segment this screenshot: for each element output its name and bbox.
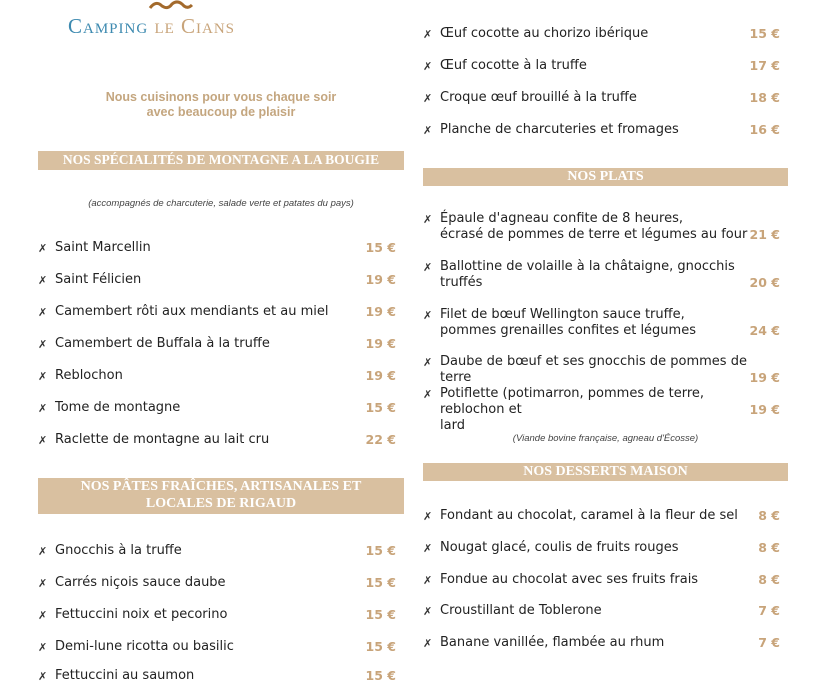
menu-item-price: 16 € — [749, 122, 780, 137]
menu-item-name: Banane vanillée, flambée au rhum — [440, 635, 665, 650]
menu-item-name: Nougat glacé, coulis de fruits rouges — [440, 540, 679, 555]
section-title-plats: NOS PLATS — [423, 168, 788, 186]
menu-item-price: 7 € — [758, 635, 780, 650]
menu-item-line1: Épaule d'agneau confite de 8 heures, — [440, 211, 684, 226]
cross-mark-icon: ✗ — [38, 641, 48, 654]
menu-item — [423, 354, 788, 388]
cross-mark-icon: ✗ — [423, 510, 433, 523]
menu-item-line2: écrasé de pommes de terre et légumes au four — [440, 227, 748, 242]
menu-item — [423, 211, 788, 245]
cross-mark-icon: ✗ — [423, 388, 433, 401]
cross-mark-icon: ✗ — [423, 574, 433, 587]
cross-mark-icon: ✗ — [423, 605, 433, 618]
menu-item-name: Fettuccini noix et pecorino — [55, 607, 228, 622]
menu-item-name — [440, 307, 758, 339]
menu-item-price: 8 € — [758, 540, 780, 555]
menu-item-name: Saint Marcellin — [55, 240, 151, 255]
tagline: Nous cuisinons pour vous chaque soir avec beaucoup de plaisir — [105, 90, 337, 119]
menu-item-name: Tome de montagne — [55, 400, 181, 415]
menu-item — [423, 259, 788, 293]
menu-item-price: 22 € — [365, 432, 396, 447]
menu-item-price: 17 € — [749, 58, 780, 73]
menu-item-price: 15 € — [365, 575, 396, 590]
menu-item-line1: Potiflette (potimarron, pommes de terre, reblochon et — [440, 386, 705, 417]
menu-item-price: 8 € — [758, 508, 780, 523]
menu-item-price: 15 € — [365, 240, 396, 255]
cross-mark-icon: ✗ — [38, 242, 48, 255]
menu-item-price: 15 € — [365, 639, 396, 654]
cross-mark-icon: ✗ — [38, 370, 48, 383]
menu-item-name: Fondant au chocolat, caramel à la fleur de sel — [440, 508, 738, 523]
cross-mark-icon: ✗ — [38, 577, 48, 590]
cross-mark-icon: ✗ — [38, 274, 48, 287]
cross-mark-icon: ✗ — [38, 402, 48, 415]
section-title-desserts: NOS DESSERTS MAISON — [423, 463, 788, 481]
right-column — [423, 0, 788, 675]
cross-mark-icon: ✗ — [38, 338, 48, 351]
cross-mark-icon: ✗ — [423, 542, 433, 555]
menu-item-price: 15 € — [749, 26, 780, 41]
left-column — [38, 0, 404, 683]
menu-item-price: 19 € — [749, 370, 780, 385]
menu-item-name: Camembert rôti aux mendiants et au miel — [55, 304, 329, 319]
cross-mark-icon: ✗ — [38, 545, 48, 558]
section-title-specialites: NOS SPÉCIALITÉS DE MONTAGNE A LA BOUGIE — [38, 151, 404, 170]
cross-mark-icon: ✗ — [423, 213, 433, 226]
cross-mark-icon: ✗ — [423, 309, 433, 322]
menu-item-price: 19 € — [365, 272, 396, 287]
menu-item-price: 19 € — [365, 336, 396, 351]
section-title-pates: NOS PÂTES FRAÎCHES, ARTISANALES ET LOCALES DE RIGAUD — [38, 478, 404, 514]
cross-mark-icon: ✗ — [423, 356, 433, 369]
menu-item-price: 7 € — [758, 603, 780, 618]
menu-item-name — [440, 211, 758, 243]
menu-item-price: 19 € — [749, 402, 780, 417]
cross-mark-icon: ✗ — [423, 60, 433, 73]
menu-item-name: Œuf cocotte à la truffe — [440, 58, 587, 73]
menu-item-price: 21 € — [749, 227, 780, 242]
menu-item-name: Camembert de Buffala à la truffe — [55, 336, 270, 351]
menu-item-line1: Daube de bœuf et ses gnocchis de pommes de terre — [440, 354, 747, 385]
cross-mark-icon: ✗ — [38, 670, 48, 683]
menu-item-price: 15 € — [365, 400, 396, 415]
menu-item-price: 15 € — [365, 543, 396, 558]
cross-mark-icon: ✗ — [38, 609, 48, 622]
menu-item-name: Saint Félicien — [55, 272, 142, 287]
menu-item-name: Reblochon — [55, 368, 123, 383]
menu-item-name: Croque œuf brouillé à la truffe — [440, 90, 637, 105]
menu-item-name: Carrés niçois sauce daube — [55, 575, 226, 590]
menu-item-name: Fettuccini au saumon — [55, 668, 195, 683]
logo-text-camping: Camping — [68, 14, 149, 38]
cross-mark-icon: ✗ — [38, 434, 48, 447]
menu-item-line1: Ballottine de volaille à la châtaigne, gnocchis truffés — [440, 259, 735, 290]
cross-mark-icon: ✗ — [38, 306, 48, 319]
menu-item-name — [440, 386, 758, 434]
menu-item — [423, 386, 788, 433]
menu-item-price: 15 € — [365, 668, 396, 683]
cross-mark-icon: ✗ — [423, 124, 433, 137]
menu-item-price: 24 € — [749, 323, 780, 338]
menu-item-name: Demi-lune ricotta ou basilic — [55, 639, 234, 654]
menu-item-line1: Filet de bœuf Wellington sauce truffe, — [440, 307, 685, 322]
section-note-specialites: (accompagnés de charcuterie, salade verte et patates du pays) — [88, 198, 354, 209]
section-note-plats: (Viande bovine française, agneau d'Écosse) — [512, 433, 699, 444]
menu-item-name — [440, 354, 758, 386]
menu-item-price: 15 € — [365, 607, 396, 622]
menu-item — [423, 307, 788, 341]
cross-mark-icon: ✗ — [423, 261, 433, 274]
menu-item-price: 18 € — [749, 90, 780, 105]
logo-text-cians: le Cians — [154, 14, 236, 38]
menu-item-line2: lard — [440, 418, 465, 433]
cross-mark-icon: ✗ — [423, 92, 433, 105]
menu-item-name: Raclette de montagne au lait cru — [55, 432, 270, 447]
menu-item-name: Gnocchis à la truffe — [55, 543, 182, 558]
menu-item-name — [440, 259, 758, 291]
cross-mark-icon: ✗ — [423, 28, 433, 41]
menu-item-price: 19 € — [365, 368, 396, 383]
menu-item-price: 19 € — [365, 304, 396, 319]
menu-item-name: Œuf cocotte au chorizo ibérique — [440, 26, 649, 41]
menu-item-name: Planche de charcuteries et fromages — [440, 122, 679, 137]
cross-mark-icon: ✗ — [423, 637, 433, 650]
menu-item-price: 20 € — [749, 275, 780, 290]
menu-item-name: Fondue au chocolat avec ses fruits frais — [440, 572, 699, 587]
menu-item-price: 8 € — [758, 572, 780, 587]
menu-item-line2: pommes grenailles confites et légumes — [440, 323, 696, 338]
menu-item-name: Croustillant de Toblerone — [440, 603, 602, 618]
